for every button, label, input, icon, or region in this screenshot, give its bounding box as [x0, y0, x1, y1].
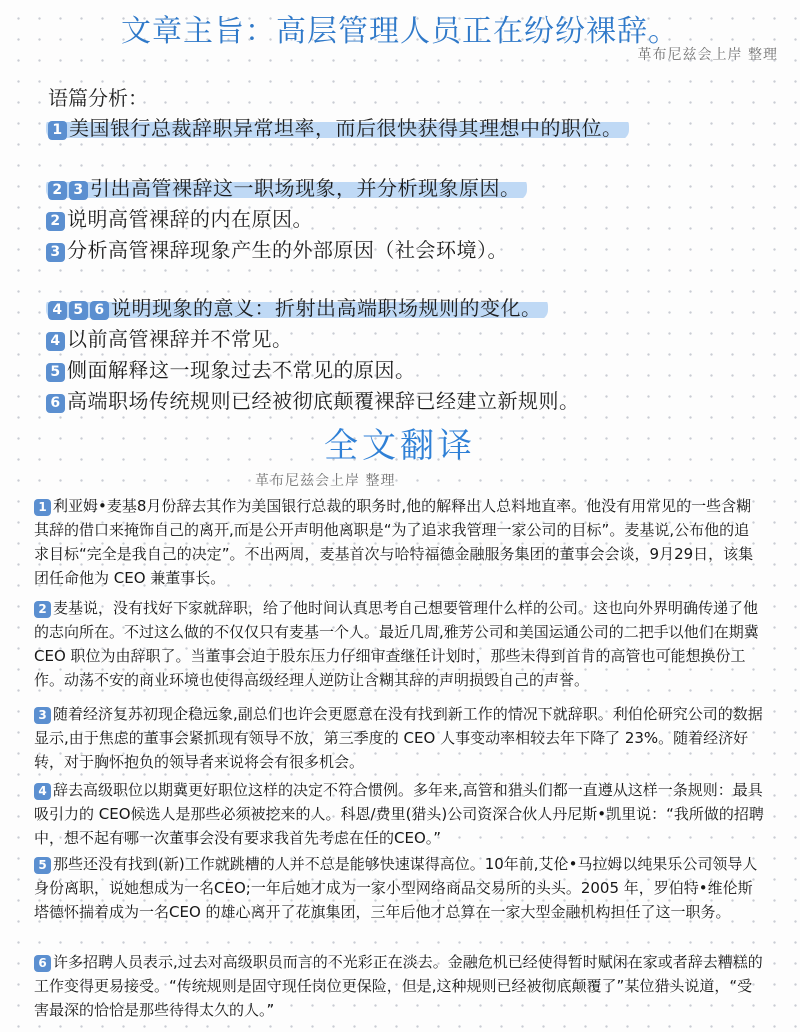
number-badge-icon: 5 — [46, 363, 65, 382]
number-badge-icon: 2 — [48, 181, 67, 200]
number-badge-icon: 4 — [34, 783, 51, 800]
analysis-line — [46, 323, 293, 352]
analysis-line — [46, 354, 416, 383]
paragraph-text: 辞去高级职位以期冀更好职位这样的决定不符合惯例。多年来,高管和猎头们都一直遵从这样一条规则：最具吸引力的 CEO候选人是那些必须被挖来的人。科恩/费里(猎头)公司资深合伙人丹尼斯•凯里说：“我所做的招聘中，想不起有哪一次董事会没有要求我首先考虑在任的CEO。” — [34, 781, 764, 847]
analysis-line — [46, 112, 629, 141]
signature-middle: 革布尼兹会上岸 整理 — [255, 473, 396, 489]
analysis-line-text: 分析高管裸辞现象产生的外部原因（社会环境）。 — [67, 238, 508, 262]
highlight-marker — [46, 296, 548, 320]
number-badge-icon: 1 — [48, 121, 67, 140]
number-badge-icon: 4 — [48, 301, 67, 320]
translation-paragraph — [34, 494, 764, 590]
translation-paragraph — [34, 852, 764, 924]
number-badge-icon: 6 — [46, 394, 65, 413]
article-theme-title: 文章主旨：高层管理人员正在纷纷裸辞。 — [121, 14, 679, 49]
paragraph-text: 那些还没有找到(新)工作就跳槽的人并不总是能够快速谋得高位。10年前,艾伦•马拉姆以纯果乐公司领导人身份离职，说她想成为一名CEO;一年后她才成为一家小型网络商品交易所的头头。2005 年，罗伯特•维伦斯塔德怀揣着成为一名CEO 的雄心离开了花旗集团，三年后他才总算在一家大型金融机构担任了这一职务。 — [34, 855, 758, 921]
translation-paragraph — [34, 596, 764, 692]
analysis-line-text: 说明现象的意义：折射出高端职场规则的变化。 — [111, 296, 542, 320]
paragraph-text: 许多招聘人员表示,过去对高级职员而言的不光彩正在淡去。金融危机已经使得暂时赋闲在家或者辞去糟糕的工作变得更易接受。“传统规则是固守现任岗位更保险，但是,这种规则已经被彻底颠覆了”某位猎头说道，“受害最深的恰恰是那些待得太久的人。” — [34, 953, 763, 1019]
translation-paragraph — [34, 778, 764, 850]
translation-title: 全文翻译 — [324, 426, 476, 466]
analysis-line-text: 高端职场传统规则已经被彻底颠覆裸辞已经建立新规则。 — [67, 389, 580, 413]
analysis-line — [46, 203, 313, 232]
paragraph-text: 利亚姆•麦基8月份辞去其作为美国银行总裁的职务时,他的解释出人总料地直率。他没有用常见的一些含糊其辞的借口来掩饰自己的离开,而是公开声明他离职是“为了追求我管理一家公司的目标”。麦基说,公布他的追求目标“完全是我自己的决定”。不出两周，麦基首次与哈特福德金融服务集团的董事会会谈，9月29日，该集团任命他为 CEO 兼董事长。 — [34, 497, 754, 587]
number-badge-icon: 6 — [34, 955, 51, 972]
analysis-line-text: 美国银行总裁辞职异常坦率，而后很快获得其理想中的职位。 — [69, 116, 623, 140]
analysis-line — [46, 234, 508, 263]
analysis-line-text: 以前高管裸辞并不常见。 — [67, 327, 293, 351]
highlight-marker — [46, 176, 527, 200]
number-badge-icon: 3 — [34, 707, 51, 724]
number-badge-icon: 5 — [34, 857, 51, 874]
number-badge-icon: 3 — [46, 243, 65, 262]
number-badge-icon: 4 — [46, 332, 65, 351]
signature-top: 革布尼兹会上岸 整理 — [637, 47, 778, 63]
analysis-line-text: 引出高管裸辞这一职场现象，并分析现象原因。 — [90, 176, 521, 200]
translation-paragraph — [34, 702, 764, 774]
number-badge-icon: 2 — [46, 212, 65, 231]
analysis-line — [46, 172, 527, 201]
number-badge-icon: 2 — [34, 601, 51, 618]
number-badge-icon: 6 — [90, 301, 109, 320]
analysis-heading: 语篇分析： — [48, 86, 148, 110]
number-badge-icon: 1 — [34, 499, 51, 516]
highlight-marker — [46, 116, 629, 140]
analysis-line-text: 侧面解释这一现象过去不常见的原因。 — [67, 358, 416, 382]
analysis-line — [46, 385, 580, 414]
translation-paragraph — [34, 950, 764, 1022]
number-badge-icon: 5 — [69, 301, 88, 320]
analysis-line-text: 说明高管裸辞的内在原因。 — [67, 207, 313, 231]
number-badge-icon: 3 — [69, 181, 88, 200]
analysis-line — [46, 292, 548, 321]
paragraph-text: 麦基说，没有找好下家就辞职，给了他时间认真思考自己想要管理什么样的公司。这也向外界明确传递了他的志向所在。不过这么做的不仅仅只有麦基一个人。最近几周,雅芳公司和美国运通公司的二把手以他们在期冀 CEO 职位为由辞职了。当董事会迫于股东压力仔细审查继任计划时，那些未得到首肯的高管也可能想换份工作。动荡不安的商业环境也使得高级经理人逆防让含糊其辞的声明损毁自己的声誉。 — [34, 599, 759, 689]
paragraph-text: 随着经济复苏初现企稳远象,副总们也许会更愿意在没有找到新工作的情况下就辞职。利伯伦研究公司的数据显示,由于焦虑的董事会紧抓现有领导不放，第三季度的 CEO 人事变动率相较去年下降了 23%。随着经济好转，对于胸怀抱负的领导者来说将会有很多机会。 — [34, 705, 763, 771]
